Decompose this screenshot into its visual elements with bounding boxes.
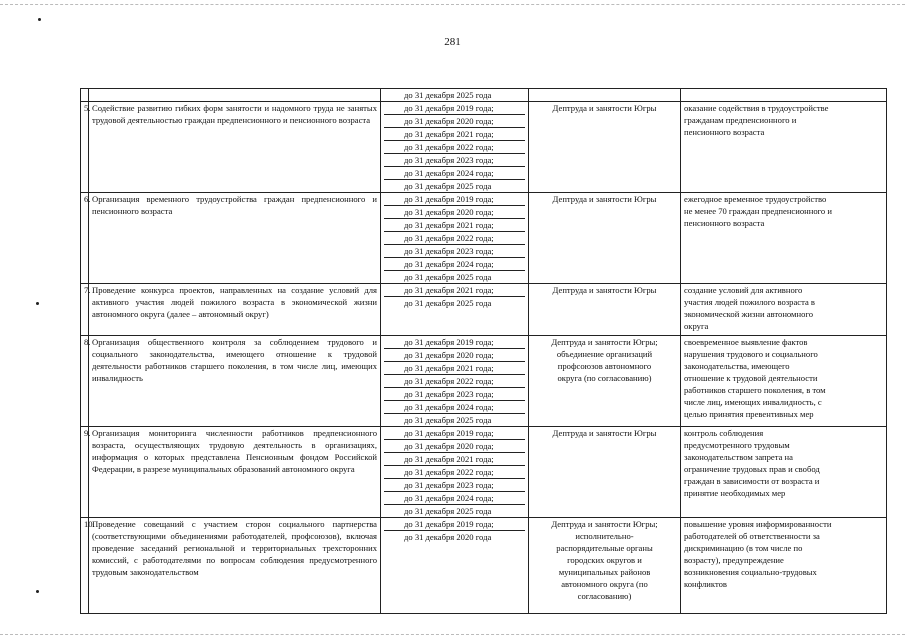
row-number: 8.	[81, 336, 89, 427]
result-line: целью принятия превентивных мер	[684, 409, 814, 419]
result-line: принятие необходимых мер	[684, 488, 786, 498]
table-row-carry-over	[81, 89, 887, 102]
result-line: возникновения социально-трудовых	[684, 567, 817, 577]
date-line: до 31 декабря 2020 года;	[384, 114, 525, 127]
table-row	[81, 193, 887, 284]
executor-line: распорядительные органы	[556, 543, 653, 553]
result-cell	[681, 427, 887, 518]
result-line: создание условий для активного	[684, 285, 803, 295]
table-row	[81, 518, 887, 614]
scan-speck	[38, 18, 41, 21]
date-line: до 31 декабря 2023 года;	[384, 478, 525, 491]
table-row	[81, 102, 887, 193]
date-line: до 31 декабря 2025 года	[384, 270, 525, 283]
date-line: до 31 декабря 2021 года;	[404, 285, 494, 295]
date-line: до 31 декабря 2023 года;	[384, 153, 525, 166]
executor-cell	[529, 518, 681, 614]
executor-line: исполнительно-	[575, 531, 634, 541]
dates-cell	[381, 193, 529, 284]
result-cell	[681, 284, 887, 336]
scan-speck	[36, 590, 39, 593]
page-number: 281	[444, 36, 461, 48]
result-line: конфликтов	[684, 579, 727, 589]
executor-line: Дептруда и занятости Югры	[552, 103, 657, 113]
result-line: законодательства, имеющего	[684, 361, 790, 371]
activity-table	[80, 88, 887, 614]
dates-cell	[381, 427, 529, 518]
result-line: контроль соблюдения	[684, 428, 764, 438]
dates-cell	[381, 102, 529, 193]
executor-line: профсоюзов автономного	[557, 361, 652, 371]
executor-line: согласованию)	[577, 591, 632, 601]
date-line: до 31 декабря 2021 года;	[384, 127, 525, 140]
executor-cell	[529, 102, 681, 193]
event-cell: Содействие развитию гибких форм занятости и надомного труда не занятых трудовой деятельностью граждан предпенсионного и пенсионного возраста	[89, 102, 381, 193]
table-row	[81, 284, 887, 336]
date-line: до 31 декабря 2025 года	[384, 413, 525, 426]
executor-line: Дептруда и занятости Югры	[552, 285, 657, 295]
event-cell: Организация мониторинга численности работников предпенсионного возраста, осуществляющих трудовую деятельность в организациях, информация о которых представлена Пенсионным фондом Российской Федерации, в разрезе муниципальных образований автономного округа	[89, 427, 381, 518]
table-row	[81, 336, 887, 427]
executor-line: автономного округа (по	[561, 579, 648, 589]
event-cell: Организация общественного контроля за соблюдением трудового и социального законодательства, имеющего отношение к трудовой деятельности работников старшего поколения, в том числе лиц, имеющих инвалидность	[89, 336, 381, 427]
result-line: числе лиц, имеющих инвалидность, с	[684, 397, 822, 407]
date-line: до 31 декабря 2021 года;	[384, 361, 525, 374]
result-line: возрасту), предупреждение	[684, 555, 784, 565]
dates-cell	[381, 336, 529, 427]
result-line: дискриминацию (в том числе по	[684, 543, 803, 553]
executor-line: городских округов и	[567, 555, 642, 565]
date-line: до 31 декабря 2020 года;	[384, 348, 525, 361]
date-line: до 31 декабря 2021 года;	[384, 218, 525, 231]
result-line: работодателей об ответственности за	[684, 531, 820, 541]
result-line: участия людей пожилого возраста в	[684, 297, 815, 307]
date-line: до 31 декабря 2024 года;	[384, 257, 525, 270]
scan-speck	[36, 302, 39, 305]
result-line: отношение к трудовой деятельности	[684, 373, 818, 383]
event-cell: Проведение конкурса проектов, направленных на создание условий для активного участия людей пожилого возраста в экономической жизни автономного округа (далее – автономный округ)	[89, 284, 381, 336]
date-line: до 31 декабря 2019 года;	[404, 519, 494, 529]
date-line: до 31 декабря 2024 года;	[384, 400, 525, 413]
executor-line: Дептруда и занятости Югры	[552, 194, 657, 204]
event-cell	[89, 89, 381, 102]
row-number: 6.	[81, 193, 89, 284]
date-line: до 31 декабря 2025 года	[384, 296, 525, 309]
date-line: до 31 декабря 2022 года;	[384, 465, 525, 478]
result-line: гражданам предпенсионного и	[684, 115, 797, 125]
date-line: до 31 декабря 2025 года	[404, 90, 492, 100]
result-cell	[681, 89, 887, 102]
executor-line: муниципальных районов	[558, 567, 651, 577]
executor-cell	[529, 89, 681, 102]
executor-cell	[529, 427, 681, 518]
result-line: ограничение трудовых прав и свобод	[684, 464, 820, 474]
result-line: округа	[684, 321, 709, 331]
date-line: до 31 декабря 2023 года;	[384, 244, 525, 257]
row-number: 10.	[81, 518, 89, 614]
row-number	[81, 89, 89, 102]
row-number: 9.	[81, 427, 89, 518]
result-cell	[681, 193, 887, 284]
result-line: нарушения трудового и социального	[684, 349, 818, 359]
date-line: до 31 декабря 2019 года;	[404, 194, 494, 204]
event-cell: Организация временного трудоустройства граждан предпенсионного и пенсионного возраста	[89, 193, 381, 284]
result-line: не менее 70 граждан предпенсионного и	[684, 206, 832, 216]
date-line: до 31 декабря 2021 года;	[384, 452, 525, 465]
row-number: 7.	[81, 284, 89, 336]
date-line: до 31 декабря 2025 года	[384, 179, 525, 192]
result-line: ежегодное временное трудоустройство	[684, 194, 827, 204]
result-line: повышение уровня информированности	[684, 519, 832, 529]
event-cell: Проведение совещаний с участием сторон социального партнерства (соответствующими объединениями работодателей, профсоюзов), включая проведение заседаний региональной и территориальных трехсторонних комиссий, с работодателями по вопросам соблюдения предусмотренного трудовым законодательством	[89, 518, 381, 614]
date-line: до 31 декабря 2020 года;	[384, 439, 525, 452]
date-line: до 31 декабря 2022 года;	[384, 374, 525, 387]
result-line: работников старшего поколения, в том	[684, 385, 826, 395]
date-line: до 31 декабря 2022 года;	[384, 231, 525, 244]
date-line: до 31 декабря 2022 года;	[384, 140, 525, 153]
result-cell	[681, 336, 887, 427]
dates-cell	[381, 284, 529, 336]
result-line: предусмотренного трудовым	[684, 440, 790, 450]
result-line: оказание содействия в трудоустройстве	[684, 103, 829, 113]
row-number: 5.	[81, 102, 89, 193]
date-line: до 31 декабря 2020 года;	[384, 205, 525, 218]
dates-cell	[381, 89, 529, 102]
result-line: граждан в зависимости от возраста и	[684, 476, 820, 486]
result-cell	[681, 102, 887, 193]
executor-cell	[529, 284, 681, 336]
date-line: до 31 декабря 2019 года;	[404, 428, 494, 438]
executor-line: Дептруда и занятости Югры;	[551, 337, 658, 347]
result-line: пенсионного возраста	[684, 127, 765, 137]
date-line: до 31 декабря 2025 года	[384, 504, 525, 517]
date-line: до 31 декабря 2020 года	[384, 530, 525, 543]
scan-edge-bottom	[0, 634, 905, 635]
date-line: до 31 декабря 2019 года;	[404, 103, 494, 113]
result-line: пенсионного возраста	[684, 218, 765, 228]
date-line: до 31 декабря 2019 года;	[404, 337, 494, 347]
date-line: до 31 декабря 2024 года;	[384, 491, 525, 504]
executor-line: Дептруда и занятости Югры	[552, 428, 657, 438]
executor-line: Дептруда и занятости Югры;	[551, 519, 658, 529]
result-cell	[681, 518, 887, 614]
scan-edge-top	[0, 4, 905, 5]
executor-line: округа (по согласованию)	[557, 373, 652, 383]
executor-line: объединение организаций	[556, 349, 653, 359]
executor-cell	[529, 193, 681, 284]
executor-cell	[529, 336, 681, 427]
result-line: экономической жизни автономного	[684, 309, 813, 319]
result-line: своевременное выявление фактов	[684, 337, 808, 347]
date-line: до 31 декабря 2024 года;	[384, 166, 525, 179]
date-line: до 31 декабря 2023 года;	[384, 387, 525, 400]
table-row	[81, 427, 887, 518]
result-line: законодательством запрета на	[684, 452, 793, 462]
dates-cell	[381, 518, 529, 614]
